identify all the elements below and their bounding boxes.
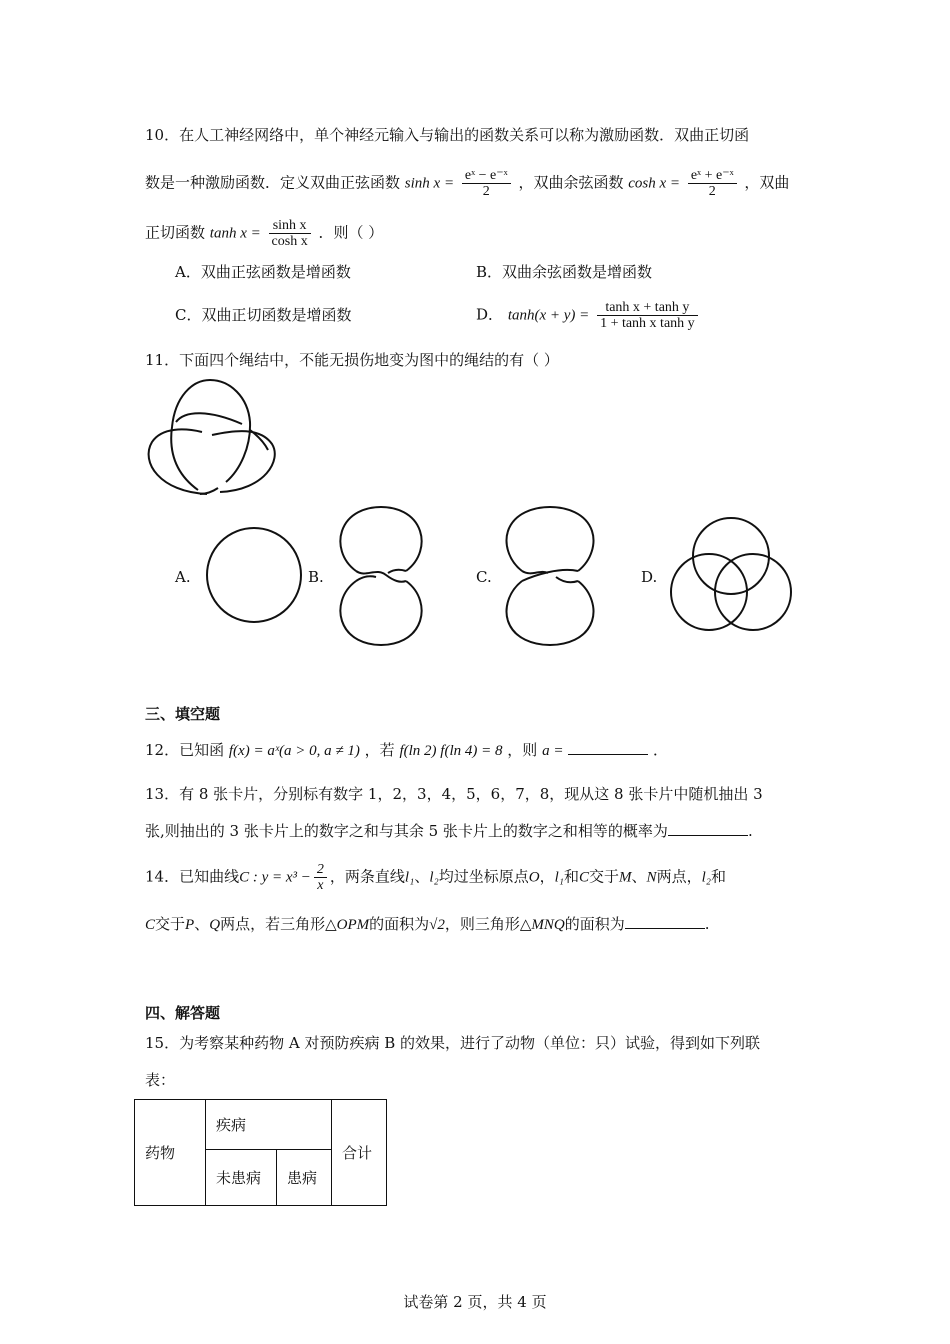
q14-l2: l₂	[429, 869, 439, 886]
q14-text: ，两条直线	[329, 867, 405, 886]
q14-curve-c: C	[579, 869, 590, 886]
q10-text: 数是一种激励函数．定义双曲正弦函数	[145, 173, 401, 192]
q14-text: ，	[539, 867, 555, 886]
q14-l1: l₁	[554, 869, 564, 886]
cosh-fraction	[688, 168, 737, 199]
q13-end: .	[747, 822, 753, 840]
q14-point-m: M	[619, 869, 632, 886]
q12-answer-blank[interactable]	[568, 740, 648, 755]
q14-l2: l₂	[701, 869, 711, 886]
q12	[145, 740, 668, 761]
q14-triangle-mnq: △MNQ	[519, 917, 565, 933]
q10-text: ．则（ ）	[318, 223, 384, 242]
q14-line1	[145, 862, 726, 893]
q11-stem: 11．下面四个绳结中，不能无损伤地变为图中的绳结的有（ ）	[145, 351, 559, 369]
sinh-den: 2	[482, 184, 490, 199]
q12-text: ，则	[507, 741, 538, 759]
section-answer-heading: 四、解答题	[145, 1004, 221, 1022]
q15-line2: 表：	[145, 1071, 176, 1089]
q14-text: 两点，	[656, 867, 702, 886]
table-header-total: 合计	[332, 1100, 387, 1206]
figure-b-knot	[336, 505, 426, 647]
q14-triangle-opm: △OPM	[325, 917, 370, 933]
q10-text: ，双曲余弦函数	[518, 173, 624, 192]
tanh-den: cosh x	[271, 234, 308, 249]
q15-line1: 15．为考察某种药物 A 对预防疾病 B 的效果，进行了动物（单位：只）试验，得到如下列联	[145, 1034, 761, 1052]
q10-text: 正切函数	[145, 223, 206, 242]
q14-origin: O	[528, 869, 540, 886]
cosh-den: 2	[708, 184, 716, 199]
q11-label-d[interactable]: D.	[641, 568, 658, 586]
q14-text: ，则三角形	[444, 915, 520, 933]
q13-line2	[145, 821, 753, 841]
sinh-fraction	[462, 168, 511, 199]
sinh-num: eˣ − e⁻ˣ	[462, 168, 511, 184]
q12-answer-lhs: a =	[542, 743, 564, 759]
q14-fraction	[314, 862, 327, 893]
q14-end: .	[704, 915, 710, 933]
q14-text: 交于	[155, 915, 186, 933]
option-d-den: 1 + tanh x tanh y	[600, 316, 695, 331]
q10-line3	[145, 218, 383, 249]
q13-text: 张,则抽出的 3 张卡片上的数字之和与其余 5 张卡片上的数字之和相等的概率为	[145, 822, 668, 840]
option-d-num: tanh x + tanh y	[597, 300, 698, 316]
q14-frac-den: x	[317, 878, 324, 893]
q14-text: 、	[414, 867, 430, 886]
q10-line2	[145, 168, 789, 199]
q14-curve-c: C	[145, 917, 156, 933]
q11-label-b[interactable]: B.	[308, 568, 324, 586]
q10-text: ，双曲	[744, 173, 790, 192]
section-fill-in-blank-heading: 三、填空题	[145, 705, 221, 723]
q13-answer-blank[interactable]	[668, 821, 748, 836]
q14-text: 均过坐标原点	[438, 867, 529, 886]
q14-point-p: P	[185, 917, 195, 933]
q14-text: 两点，若三角形	[220, 915, 326, 933]
option-d-fraction	[597, 300, 698, 331]
borromean-rings-figure	[667, 516, 795, 634]
unknot-circle-figure	[203, 525, 305, 625]
tanh-lhs: tanh x =	[209, 225, 261, 242]
q10-option-d[interactable]	[476, 300, 701, 331]
table-header-disease: 疾病	[206, 1100, 332, 1150]
tanh-num: sinh x	[269, 218, 311, 234]
q14-text: 的面积为	[564, 915, 625, 933]
figure-c-knot	[500, 505, 600, 647]
q12-function: f(x) = aˣ(a > 0, a ≠ 1)	[228, 743, 360, 759]
q14-line2	[145, 914, 710, 935]
q12-condition: f(ln 2) f(ln 4) = 8	[399, 743, 503, 759]
option-d-lhs: tanh(x + y) =	[507, 307, 590, 324]
table-header-drug: 药物	[135, 1100, 206, 1206]
q12-text: ，若	[364, 741, 395, 759]
q10-option-c[interactable]: C．双曲正切函数是增函数	[175, 306, 352, 324]
q14-text: 的面积为	[369, 915, 430, 933]
contingency-table	[134, 1099, 387, 1206]
table-header-not-sick: 未患病	[206, 1150, 277, 1206]
q14-text: 14．已知曲线	[145, 867, 240, 886]
q12-text: 12．已知函	[145, 741, 225, 759]
q10-option-a[interactable]: A．双曲正弦函数是增函数	[175, 263, 351, 281]
q14-text: 、	[631, 867, 647, 886]
q10-line1: 10．在人工神经网络中，单个神经元输入与输出的函数关系可以称为激励函数．双曲正切函	[145, 126, 750, 144]
table-header-sick: 患病	[277, 1150, 332, 1206]
tanh-fraction	[269, 218, 311, 249]
q14-text: 、	[194, 915, 210, 933]
q11-label-c[interactable]: C.	[476, 568, 492, 586]
q14-point-n: N	[646, 869, 657, 886]
q14-text: 和	[563, 867, 579, 886]
q13-line1: 13．有 8 张卡片，分别标有数字 1，2，3，4，5，6，7，8，现从这 8 张卡片中随机抽出 3	[145, 785, 763, 803]
q14-answer-blank[interactable]	[625, 914, 705, 929]
cosh-lhs: cosh x =	[628, 175, 681, 192]
sinh-lhs: sinh x =	[404, 175, 455, 192]
q14-text: 交于	[589, 867, 620, 886]
q14-l1: l₁	[404, 869, 415, 886]
q14-point-q: Q	[209, 917, 221, 933]
q14-sqrt-two: √2	[429, 917, 445, 933]
q14-frac-num: 2	[314, 862, 327, 878]
q14-text: 和	[710, 867, 726, 886]
q11-label-a[interactable]: A.	[175, 568, 191, 586]
option-d-label: D．	[476, 305, 504, 324]
q14-curve: C : y = x³ −	[239, 869, 311, 886]
cosh-num: eˣ + e⁻ˣ	[688, 168, 737, 184]
q10-option-b[interactable]: B．双曲余弦函数是增函数	[476, 263, 653, 281]
q12-text: ．	[653, 741, 669, 759]
trefoil-knot-figure	[140, 372, 285, 502]
page-footer: 试卷第 2 页，共 4 页	[403, 1293, 547, 1311]
